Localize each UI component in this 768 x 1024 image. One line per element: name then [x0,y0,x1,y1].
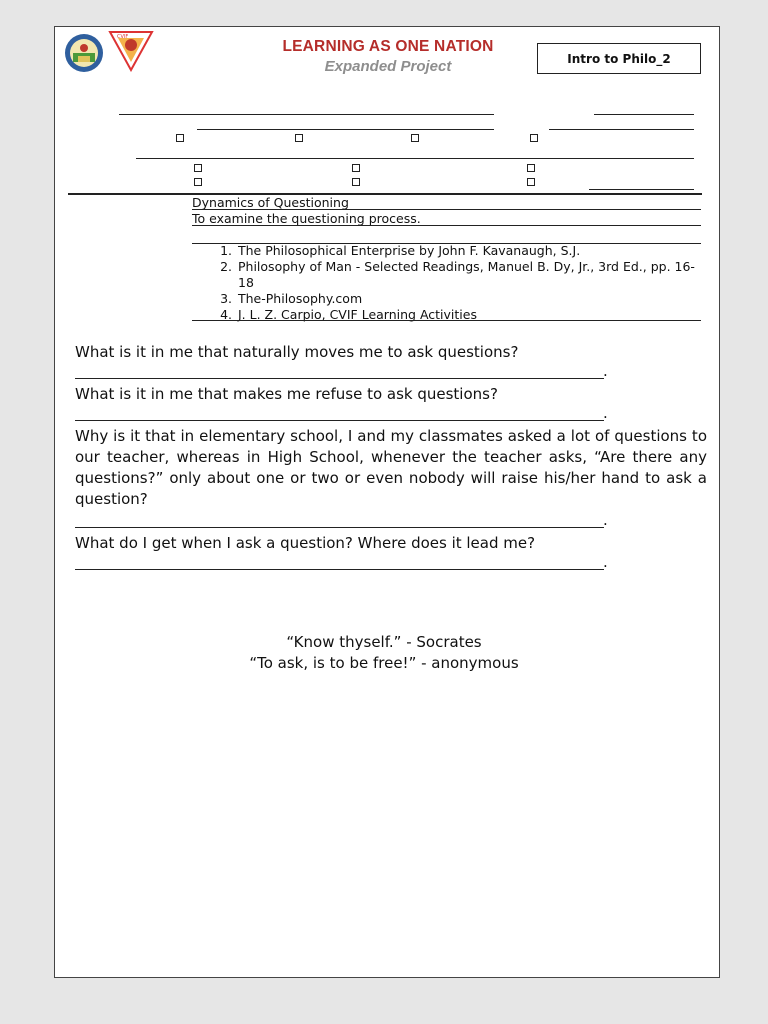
brand-title: LEARNING AS ONE NATION [282,38,494,55]
checkbox[interactable] [530,134,538,142]
school-seal-icon [64,33,104,73]
answer-period: . [603,553,608,571]
blank-line[interactable] [589,189,694,190]
topic-title: Dynamics of Questioning [192,195,349,210]
checkbox[interactable] [194,164,202,172]
answer-line-1[interactable] [75,378,604,379]
checkbox[interactable] [527,164,535,172]
checkbox[interactable] [352,178,360,186]
checkbox[interactable] [527,178,535,186]
brand-subtitle: Expanded Project [324,58,452,75]
blank-line[interactable] [119,114,494,115]
question-1: What is it in me that naturally moves me to ask questions? [75,343,519,361]
blank-line[interactable] [594,114,694,115]
topic-underline [192,209,701,210]
module-code-box: Intro to Philo_2 [537,43,701,74]
topic-objective: To examine the questioning process. [192,211,421,226]
question-2: What is it in me that makes me refuse to ask questions? [75,385,498,403]
answer-line-3[interactable] [75,527,604,528]
reference-item: 1. The Philosophical Enterprise by John F. Kavanaugh, S.J. [236,243,696,259]
blank-line[interactable] [136,158,694,159]
checkbox[interactable] [411,134,419,142]
reference-item: 3. The-Philosophy.com [236,291,696,307]
reference-item: 2. Philosophy of Man - Selected Readings, Manuel B. Dy, Jr., 3rd Ed., pp. 16-18 [236,259,696,291]
question-3: Why is it that in elementary school, I and my classmates asked a lot of questions to our teacher, whereas in High School, whenever the teacher asks, “Are there any questions?” only about one or two or even nobody will raise his/her hand to ask a question? [75,427,707,508]
checkbox[interactable] [352,164,360,172]
quote-anonymous: “To ask, is to be free!” - anonymous [249,654,519,672]
cvif-logo-icon [108,30,154,72]
blank-line[interactable] [549,129,694,130]
answer-period: . [603,362,608,380]
answer-period: . [603,511,608,529]
checkbox[interactable] [194,178,202,186]
blank-line[interactable] [197,129,494,130]
references-underline [192,320,701,321]
reference-item: 4. J. L. Z. Carpio, CVIF Learning Activities [236,307,696,323]
answer-period: . [603,404,608,422]
answer-line-4[interactable] [75,569,604,570]
brand-block [238,38,538,75]
answer-line-2[interactable] [75,420,604,421]
question-4: What do I get when I ask a question? Where does it lead me? [75,534,536,552]
cvif-logo-text: CVIF [117,34,129,40]
references-list [192,243,696,323]
quote-socrates: “Know thyself.” - Socrates [286,633,482,651]
checkbox[interactable] [295,134,303,142]
header-separator [68,193,702,195]
checkbox[interactable] [176,134,184,142]
objective-underline [192,225,701,226]
